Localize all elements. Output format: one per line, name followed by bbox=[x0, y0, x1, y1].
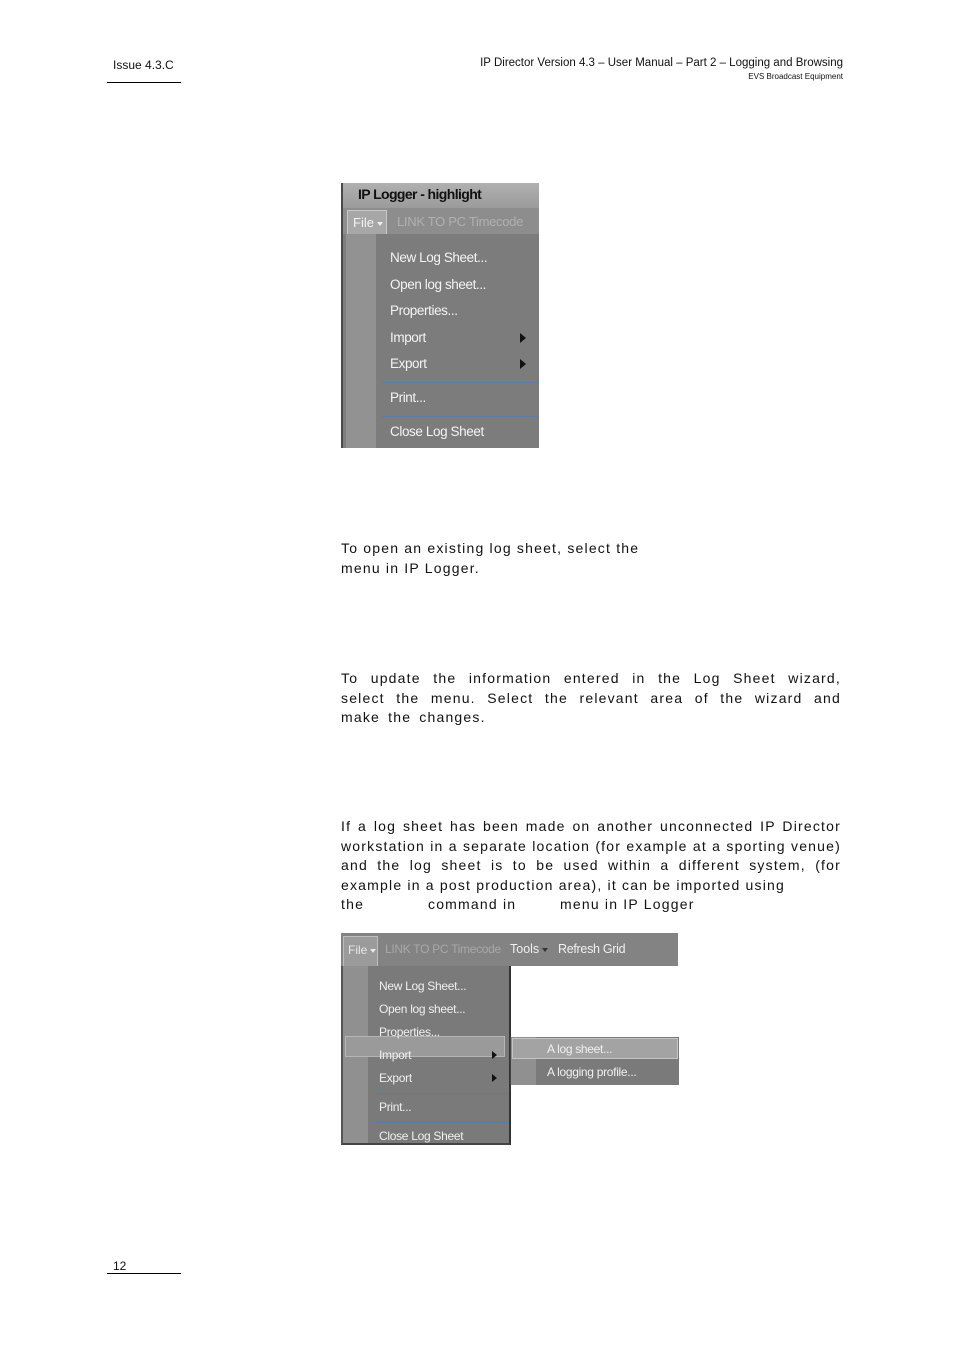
window-title: IP Logger - highlight bbox=[343, 183, 539, 208]
open-log-sheet-paragraph: To open an existing log sheet, select the menu in IP Logger. bbox=[341, 540, 640, 576]
menu-item-close-log-sheet[interactable]: Close Log Sheet bbox=[379, 1129, 464, 1143]
page-number: 12 bbox=[113, 1259, 127, 1273]
menu-item-new-log-sheet[interactable]: New Log Sheet... bbox=[379, 979, 467, 993]
import-submenu bbox=[510, 1037, 679, 1085]
import-menu-screenshot bbox=[341, 933, 678, 1145]
menu-item-import[interactable]: Import bbox=[390, 330, 426, 345]
chevron-right-icon bbox=[492, 1051, 497, 1059]
menu-bar bbox=[341, 933, 678, 966]
import-paragraph-last-line bbox=[341, 895, 841, 915]
import-word-command-in: command in bbox=[428, 896, 517, 912]
tools-menu-button[interactable] bbox=[510, 936, 548, 963]
menu-item-export[interactable]: Export bbox=[379, 1071, 412, 1085]
chevron-down-icon bbox=[370, 949, 376, 953]
link-timecode-menu: LINK TO PC Timecode bbox=[397, 214, 524, 229]
chevron-right-icon bbox=[492, 1074, 497, 1082]
file-menu-button[interactable] bbox=[343, 936, 378, 966]
chevron-right-icon bbox=[520, 333, 526, 343]
menu-item-print[interactable]: Print... bbox=[379, 1100, 412, 1114]
import-text: If a log sheet has been made on another unconnected IP Director workstation in a separate location (for example at a sporting venue) and the log sheet is to be used within a different system, (for example in a post production area), it can be imported using bbox=[341, 818, 841, 893]
properties-text: To update the information entered in the Log Sheet wizard, select the menu. Select the relevant area of the wizard and make the changes. bbox=[341, 670, 841, 725]
file-menu-screenshot bbox=[341, 183, 539, 448]
chevron-right-icon bbox=[520, 359, 526, 369]
file-dropdown bbox=[341, 966, 511, 1145]
tools-label: Tools bbox=[510, 942, 540, 956]
properties-paragraph bbox=[341, 669, 841, 728]
menu-gutter bbox=[346, 234, 376, 448]
import-paragraph bbox=[341, 817, 841, 895]
menu-bar bbox=[343, 208, 539, 234]
menu-separator bbox=[382, 382, 538, 383]
menu-item-properties[interactable]: Properties... bbox=[390, 303, 458, 318]
menu-separator bbox=[382, 416, 538, 417]
document-title: IP Director Version 4.3 – User Manual – Part 2 – Logging and Browsing bbox=[480, 57, 843, 69]
header-rule bbox=[107, 82, 181, 83]
chevron-down-icon bbox=[377, 222, 383, 226]
file-label: File bbox=[348, 943, 368, 957]
menu-separator bbox=[375, 1093, 509, 1094]
menu-item-open-log-sheet[interactable]: Open log sheet... bbox=[379, 1002, 466, 1016]
menu-item-new-log-sheet[interactable]: New Log Sheet... bbox=[390, 250, 488, 265]
company-name: EVS Broadcast Equipment bbox=[748, 72, 843, 81]
link-timecode-menu: LINK TO PC Timecode bbox=[385, 942, 501, 956]
file-dropdown bbox=[346, 234, 539, 448]
submenu-item-logging-profile[interactable]: A logging profile... bbox=[547, 1065, 637, 1079]
submenu-item-log-sheet[interactable]: A log sheet... bbox=[547, 1042, 613, 1056]
file-menu-button[interactable] bbox=[347, 210, 387, 234]
chevron-down-icon bbox=[542, 948, 548, 952]
footer-rule bbox=[107, 1273, 181, 1274]
menu-item-import[interactable]: Import bbox=[379, 1048, 412, 1062]
menu-item-properties[interactable]: Properties... bbox=[379, 1025, 440, 1039]
menu-item-export[interactable]: Export bbox=[390, 356, 427, 371]
refresh-grid-button[interactable]: Refresh Grid bbox=[558, 942, 626, 956]
menu-item-close-log-sheet[interactable]: Close Log Sheet bbox=[390, 424, 484, 439]
import-word-menu: menu in IP Logger bbox=[560, 896, 695, 912]
menu-item-open-log-sheet[interactable]: Open log sheet... bbox=[390, 277, 487, 292]
menu-separator bbox=[375, 1122, 509, 1123]
menu-item-print[interactable]: Print... bbox=[390, 390, 426, 405]
file-label: File bbox=[353, 215, 374, 230]
issue-label: Issue 4.3.C bbox=[113, 58, 174, 72]
import-word-the: the bbox=[341, 896, 365, 912]
